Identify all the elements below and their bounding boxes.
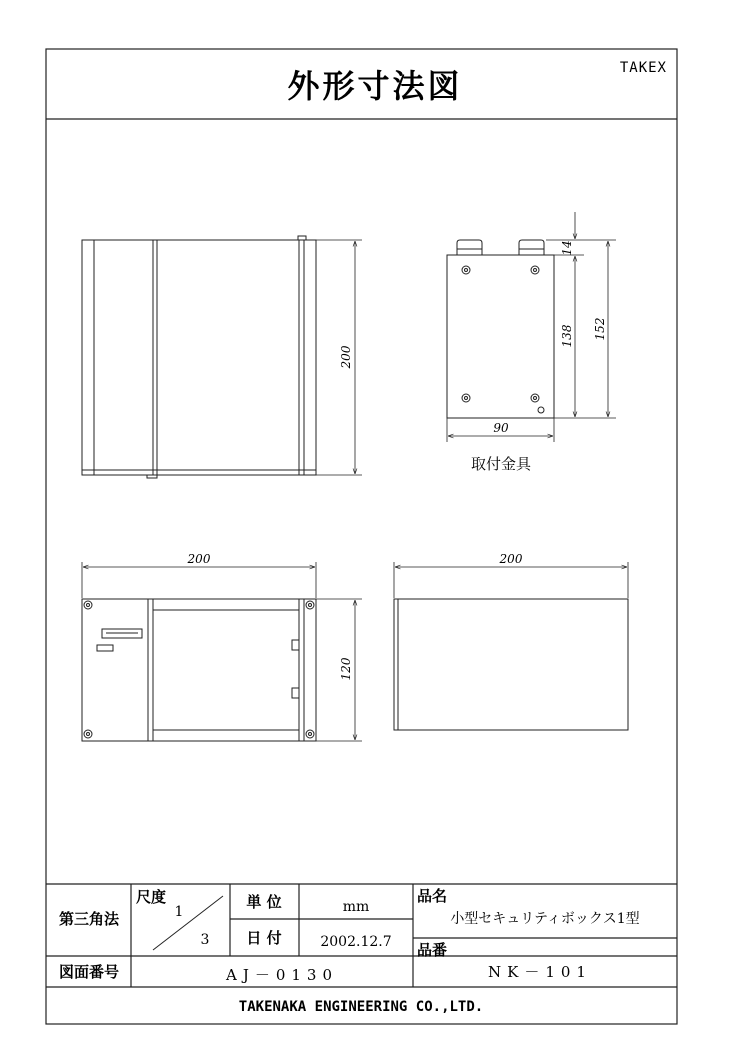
top-view [82,599,316,741]
side-width-label: 200 [499,552,523,566]
drawing-no: AJ－0130 [225,966,339,984]
part-no-label: 品番 [417,941,448,959]
top-width-label: 200 [187,552,211,566]
unit-label: 単 位 [246,893,282,911]
bracket-caption: 取付金具 [470,455,532,473]
bracket-hole-pitch-label: 138 [560,324,574,348]
sheet-frame [46,49,677,1024]
bracket-mounting-holes [462,266,544,413]
top-width-dimension [82,562,316,598]
part-no: NK－101 [488,963,592,981]
company-name: TAKENAKA ENGINEERING CO.,LTD. [238,999,484,1015]
product-label: 品名 [417,887,448,905]
date-label: 日 付 [246,929,282,947]
drawing-no-label: 図面番号 [58,963,120,981]
top-view-corner-screws [84,601,314,738]
front-height-dimension [306,240,362,475]
bracket-height-label: 152 [593,317,607,341]
side-view [394,599,628,730]
product-name: 小型セキュリティボックス1型 [450,911,640,927]
projection-label: 第三角法 [58,910,120,928]
scale-label: 尺度 [136,888,167,906]
scale-denominator: 3 [200,932,210,948]
scale-numerator: 1 [174,904,184,920]
front-height-label: 200 [339,345,353,369]
front-view [82,236,316,478]
unit-value: mm [342,899,370,915]
bracket-tab-label: 14 [560,240,574,256]
bracket-vertical-dimensions [546,212,616,418]
top-depth-label: 120 [339,657,353,681]
bracket-width-label: 90 [493,421,509,435]
side-width-dimension [394,562,628,598]
drawing-title: 外形寸法図 [287,67,463,105]
date-value: 2002.12.7 [320,934,392,950]
brand-label: TAKEX [619,60,667,76]
